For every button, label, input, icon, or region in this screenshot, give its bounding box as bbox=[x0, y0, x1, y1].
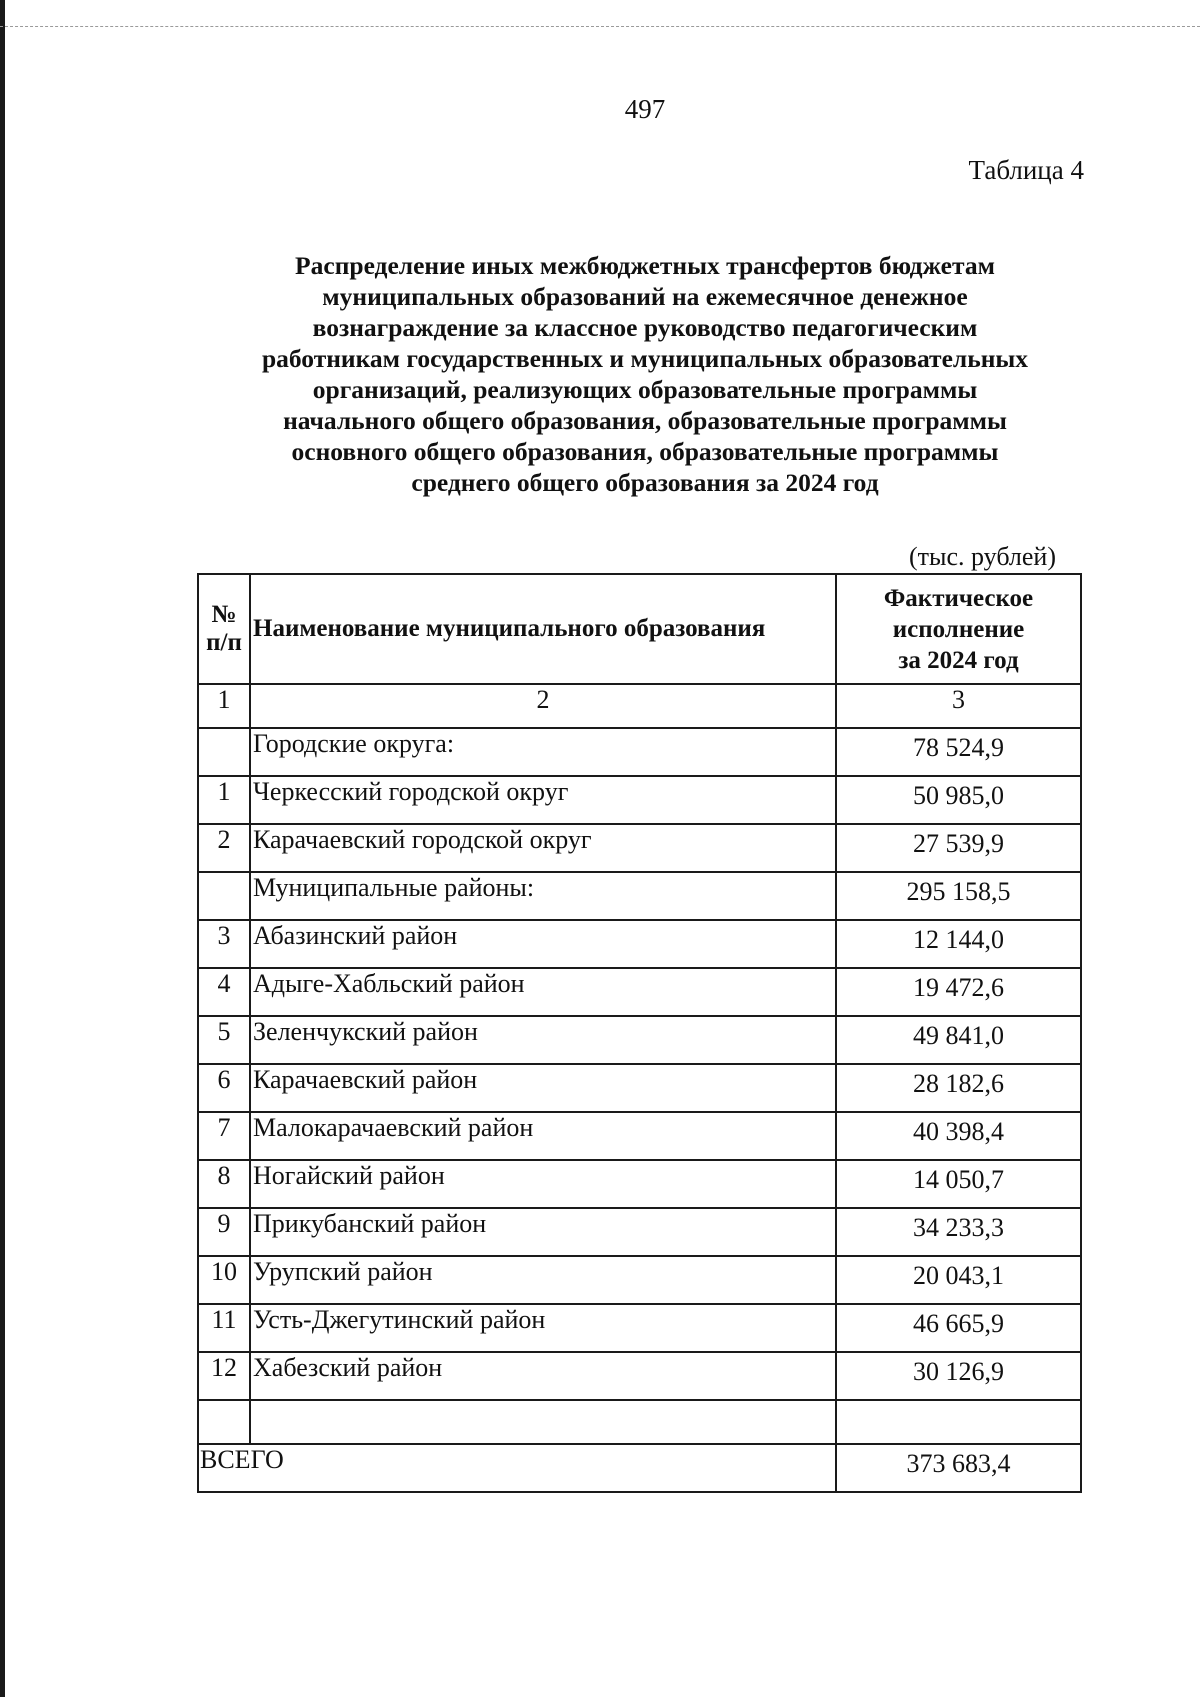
row-name: Ногайский район bbox=[250, 1160, 836, 1208]
table-row bbox=[198, 872, 1081, 920]
row-name: Адыге-Хабльский район bbox=[250, 968, 836, 1016]
row-number: 10 bbox=[198, 1256, 250, 1304]
page-left-edge bbox=[0, 0, 5, 1697]
title-line: работникам государственных и муниципальных образовательных bbox=[261, 344, 1029, 373]
column-index: 1 bbox=[198, 684, 250, 728]
row-name: Усть-Джегутинский район bbox=[250, 1304, 836, 1352]
table-row bbox=[198, 1352, 1081, 1400]
table-row bbox=[198, 1160, 1081, 1208]
row-value: 14 050,7 bbox=[836, 1160, 1081, 1208]
table-label: Таблица 4 bbox=[968, 155, 1084, 185]
header-number bbox=[198, 574, 250, 684]
row-value: 34 233,3 bbox=[836, 1208, 1081, 1256]
row-name: Карачаевский городской округ bbox=[250, 824, 836, 872]
page-number: 497 bbox=[624, 94, 666, 124]
empty-row bbox=[198, 1400, 1081, 1444]
row-name: Черкесский городской округ bbox=[250, 776, 836, 824]
table-header-row bbox=[198, 574, 1081, 684]
units-note: (тыс. рублей) bbox=[908, 542, 1056, 571]
title-line: основного общего образования, образовательные программы bbox=[291, 437, 999, 466]
row-number: 1 bbox=[198, 776, 250, 824]
title-line: организаций, реализующих образовательные программы bbox=[312, 375, 978, 404]
table-row bbox=[198, 1208, 1081, 1256]
table-row bbox=[198, 1016, 1081, 1064]
row-value: 12 144,0 bbox=[836, 920, 1081, 968]
row-name: Прикубанский район bbox=[250, 1208, 836, 1256]
row-number: 8 bbox=[198, 1160, 250, 1208]
row-name: Абазинский район bbox=[250, 920, 836, 968]
row-value: 78 524,9 bbox=[836, 728, 1081, 776]
row-value: 28 182,6 bbox=[836, 1064, 1081, 1112]
table-row bbox=[198, 728, 1081, 776]
row-value: 295 158,5 bbox=[836, 872, 1081, 920]
table-row bbox=[198, 1112, 1081, 1160]
total-row bbox=[198, 1444, 1081, 1492]
row-number: 12 bbox=[198, 1352, 250, 1400]
title-line: начального общего образования, образовательные программы bbox=[283, 406, 1007, 435]
row-name: Зеленчукский район bbox=[250, 1016, 836, 1064]
transfers-table bbox=[197, 573, 1082, 1493]
row-number: 11 bbox=[198, 1304, 250, 1352]
empty-cell bbox=[250, 1400, 836, 1444]
row-number: 6 bbox=[198, 1064, 250, 1112]
row-name: Хабезский район bbox=[250, 1352, 836, 1400]
row-number bbox=[198, 872, 250, 920]
header-value-line: исполнение bbox=[892, 615, 1025, 643]
empty-cell bbox=[836, 1400, 1081, 1444]
header-value-line: за 2024 год bbox=[898, 646, 1019, 674]
row-value: 40 398,4 bbox=[836, 1112, 1081, 1160]
title-line: Распределение иных межбюджетных трансфертов бюджетам bbox=[295, 251, 995, 280]
header-value-line: Фактическое bbox=[883, 584, 1034, 612]
table-row bbox=[198, 1304, 1081, 1352]
row-value: 19 472,6 bbox=[836, 968, 1081, 1016]
title-line: муниципальных образований на ежемесячное денежное bbox=[322, 282, 968, 311]
row-value: 30 126,9 bbox=[836, 1352, 1081, 1400]
column-index: 2 bbox=[250, 684, 836, 728]
row-name: Урупский район bbox=[250, 1256, 836, 1304]
document-title bbox=[200, 250, 1090, 498]
table-row bbox=[198, 968, 1081, 1016]
header-name: Наименование муниципального образования bbox=[250, 574, 836, 684]
header-number-line: № bbox=[211, 601, 237, 628]
table-row bbox=[198, 920, 1081, 968]
row-number: 3 bbox=[198, 920, 250, 968]
title-line: среднего общего образования за 2024 год bbox=[411, 468, 879, 497]
row-value: 46 665,9 bbox=[836, 1304, 1081, 1352]
total-label: ВСЕГО bbox=[198, 1444, 836, 1492]
row-number: 5 bbox=[198, 1016, 250, 1064]
table-row bbox=[198, 1256, 1081, 1304]
row-number: 9 bbox=[198, 1208, 250, 1256]
total-value: 373 683,4 bbox=[836, 1444, 1081, 1492]
header-number-line: п/п bbox=[206, 629, 242, 656]
row-number: 2 bbox=[198, 824, 250, 872]
table-row bbox=[198, 824, 1081, 872]
title-line: вознаграждение за классное руководство педагогическим bbox=[312, 313, 978, 342]
row-name: Муниципальные районы: bbox=[250, 872, 836, 920]
empty-cell bbox=[198, 1400, 250, 1444]
table-row bbox=[198, 776, 1081, 824]
row-number bbox=[198, 728, 250, 776]
page-top-rule bbox=[0, 26, 1200, 27]
column-index: 3 bbox=[836, 684, 1081, 728]
row-value: 49 841,0 bbox=[836, 1016, 1081, 1064]
row-value: 27 539,9 bbox=[836, 824, 1081, 872]
row-value: 50 985,0 bbox=[836, 776, 1081, 824]
row-value: 20 043,1 bbox=[836, 1256, 1081, 1304]
row-name: Городские округа: bbox=[250, 728, 836, 776]
row-name: Малокарачаевский район bbox=[250, 1112, 836, 1160]
header-value bbox=[836, 574, 1081, 684]
row-number: 7 bbox=[198, 1112, 250, 1160]
column-index-row bbox=[198, 684, 1081, 728]
row-name: Карачаевский район bbox=[250, 1064, 836, 1112]
table-row bbox=[198, 1064, 1081, 1112]
row-number: 4 bbox=[198, 968, 250, 1016]
